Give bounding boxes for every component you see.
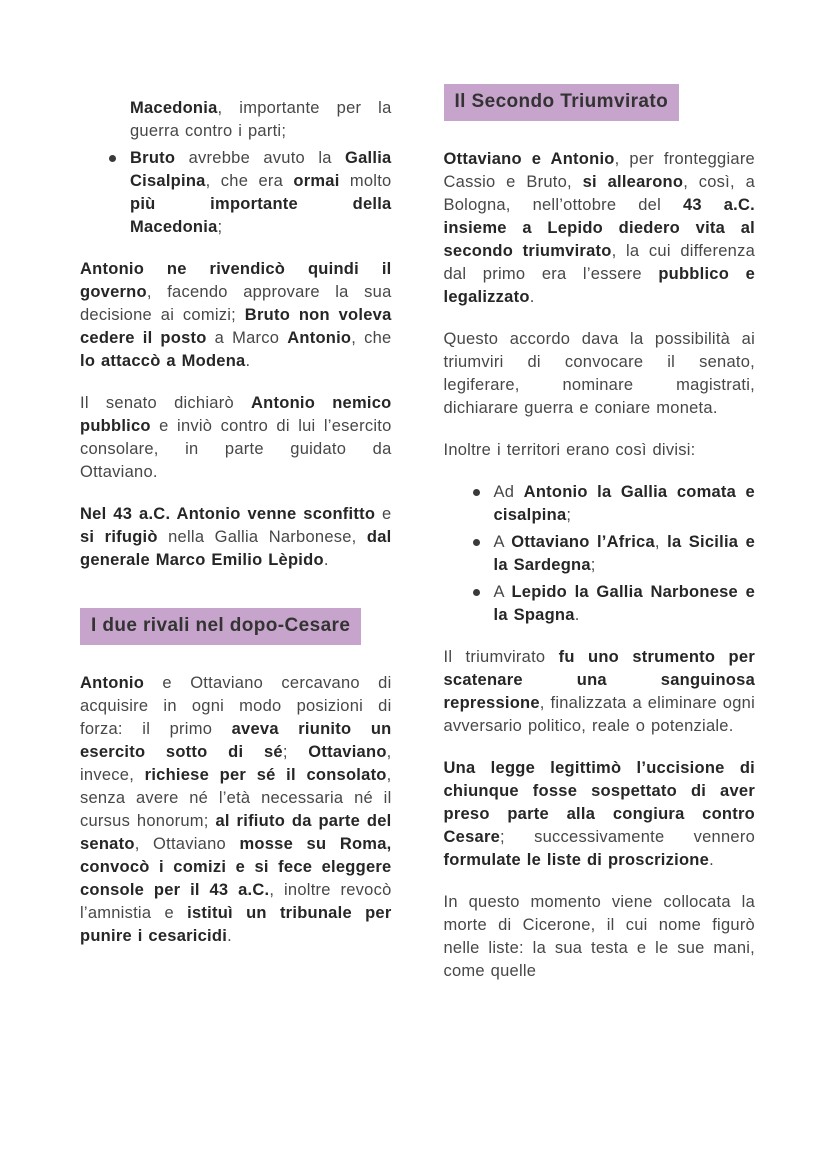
text-run: ;: [566, 506, 572, 524]
text-run: Nel 43 a.C. Antonio venne sconfitto: [80, 505, 376, 523]
left-column: [80, 84, 392, 1002]
text-run: Ad: [493, 483, 524, 501]
text-run: Il triumvirato: [443, 648, 559, 666]
bullet-icon: [473, 539, 480, 546]
text-run: , così, a Bologna, nell’ottobre del: [443, 173, 756, 214]
text-run: si rifugiò: [80, 528, 158, 546]
section-heading-due-rivali: I due rivali nel dopo-Cesare: [80, 608, 361, 645]
list-item-ottaviano: [494, 531, 756, 577]
text-run: .: [323, 551, 329, 569]
text-run: avrebbe avuto la: [175, 149, 346, 167]
text-run: a Marco: [206, 329, 288, 347]
bullet-icon: [473, 589, 480, 596]
list-item-lepido: [494, 581, 756, 627]
bullet-list-provinces: [80, 97, 392, 239]
right-column: [444, 84, 756, 1002]
text-run: ;: [282, 743, 309, 761]
paragraph-antonio-sconfitto: [80, 503, 392, 572]
text-run: , inoltre revocò l’amnistia e: [80, 881, 392, 922]
paragraph-antonio-rivendico: [80, 258, 392, 373]
text-run: lo attaccò a Modena: [80, 352, 246, 370]
text-run: , finalizzata a eliminare ogni avversario politico, reale o potenziale.: [443, 694, 755, 735]
text-run: pubblico e legalizzato: [443, 265, 755, 306]
text-run: fu uno strumento per scatenare una sanguinosa repressione: [443, 648, 755, 712]
text-run: Il senato dichiarò: [80, 394, 252, 412]
text-run: Una legge legittimò l’uccisione di chiunque fosse sospettato di aver preso parte alla congiura contro Cesare: [443, 759, 755, 846]
two-column-layout: [80, 84, 755, 1002]
list-item-text: [130, 149, 392, 236]
text-run: ;: [217, 218, 223, 236]
text-run: ; successivamente vennero: [500, 828, 755, 846]
paragraph-repressione: [444, 646, 756, 738]
list-item-antonio: [494, 481, 756, 527]
bullet-icon: [109, 155, 116, 162]
text-run: A: [493, 533, 512, 551]
text-run: Ottaviano e Antonio: [443, 150, 615, 168]
text-run: .: [227, 927, 232, 945]
text-run: ormai: [293, 172, 340, 190]
text-run: più importante della Macedonia: [130, 195, 392, 236]
text-run: dal generale Marco Emilio Lèpido: [80, 528, 392, 569]
text-run: Antonio: [287, 329, 352, 347]
text-run: istituì un tribunale per punire i cesaricidi: [80, 904, 392, 945]
paragraph-cicerone: [444, 891, 756, 983]
text-run: al rifiuto da parte del senato: [80, 812, 392, 853]
text-run: Bruto non voleva cedere il posto: [80, 306, 392, 347]
text-run: molto: [339, 172, 392, 190]
text-run: , la cui differenza dal primo era l’essere: [443, 242, 755, 283]
text-run: formulate le liste di proscrizione: [443, 851, 710, 869]
text-run: Antonio: [80, 674, 145, 692]
text-run: e Ottaviano cercavano di acquisire in ogni modo posizioni di forza: il primo: [80, 674, 392, 738]
text-run: , per fronteggiare Cassio e Bruto,: [443, 150, 755, 191]
paragraph-territori-intro: [444, 439, 756, 462]
list-item-text: [494, 533, 756, 574]
text-run: e: [375, 505, 392, 523]
paragraph-antonio-ottaviano: [80, 672, 392, 948]
text-run: , Ottaviano: [134, 835, 240, 853]
text-run: .: [529, 288, 535, 306]
text-run: nella Gallia Narbonese,: [157, 528, 367, 546]
paragraph-allearono: [444, 148, 756, 309]
text-run: la Sicilia e la Sardegna: [493, 533, 756, 574]
text-run: .: [245, 352, 251, 370]
text-run: Bruto: [130, 149, 176, 167]
text-run: Antonio nemico pubblico: [80, 394, 392, 435]
text-run: , che era: [205, 172, 294, 190]
text-run: Gallia Cisalpina: [130, 149, 392, 190]
text-run: , invece,: [80, 743, 392, 784]
list-item-text: [494, 483, 755, 524]
text-run: ,: [654, 533, 668, 551]
text-run: Antonio ne rivendicò quindi il governo: [80, 260, 392, 301]
text-run: , che: [351, 329, 392, 347]
text-run: Lepido la Gallia Narbonese e la Spagna: [493, 583, 755, 624]
text-run: Inoltre i territori erano così divisi:: [443, 441, 696, 459]
list-item-bruto: [130, 147, 392, 239]
text-run: Antonio la Gallia comata e cisalpina: [493, 483, 755, 524]
text-run: mosse su Roma, convocò i comizi e si fece eleggere console per il 43 a.C.: [80, 835, 392, 899]
list-item-text: [494, 583, 756, 624]
text-run: Ottaviano: [308, 743, 387, 761]
text-run: .: [709, 851, 714, 869]
text-run: , facendo approvare la sua decisione ai comizi;: [80, 283, 392, 324]
text-run: richiese per sé il consolato: [144, 766, 387, 784]
bullet-list-territori: [444, 481, 756, 627]
text-run: Macedonia: [130, 99, 218, 117]
text-run: ;: [590, 556, 596, 574]
paragraph-senato-dichiaro: [80, 392, 392, 484]
section-heading-secondo-triumvirato: Il Secondo Triumvirato: [444, 84, 680, 121]
text-run: aveva riunito un esercito sotto di sé: [80, 720, 392, 761]
text-run: e inviò contro di lui l’esercito consolare, in parte guidato da Ottaviano.: [80, 417, 392, 481]
text-run: .: [574, 606, 580, 624]
text-run: , importante per la guerra contro i parti;: [130, 99, 392, 140]
text-run: In questo momento viene collocata la morte di Cicerone, il cui nome figurò nelle liste: la sua testa e le sue mani, come quelle: [443, 893, 755, 980]
bullet-icon: [473, 489, 480, 496]
paragraph-legge-proscrizione: [444, 757, 756, 872]
list-item-macedonia: [130, 97, 392, 143]
text-run: Questo accordo dava la possibilità ai triumviri di convocare il senato, legiferare, nominare magistrati, dichiarare guerra e coniare moneta.: [443, 330, 755, 417]
text-run: Ottaviano l’Africa: [511, 533, 655, 551]
text-run: 43 a.C. insieme a Lepido diedero vita al secondo triumvirato: [443, 196, 755, 260]
paragraph-accordo: [444, 328, 756, 420]
text-run: A: [493, 583, 512, 601]
text-run: , senza avere né l’età necessaria né il cursus honorum;: [80, 766, 392, 830]
text-run: si allearono: [582, 173, 684, 191]
